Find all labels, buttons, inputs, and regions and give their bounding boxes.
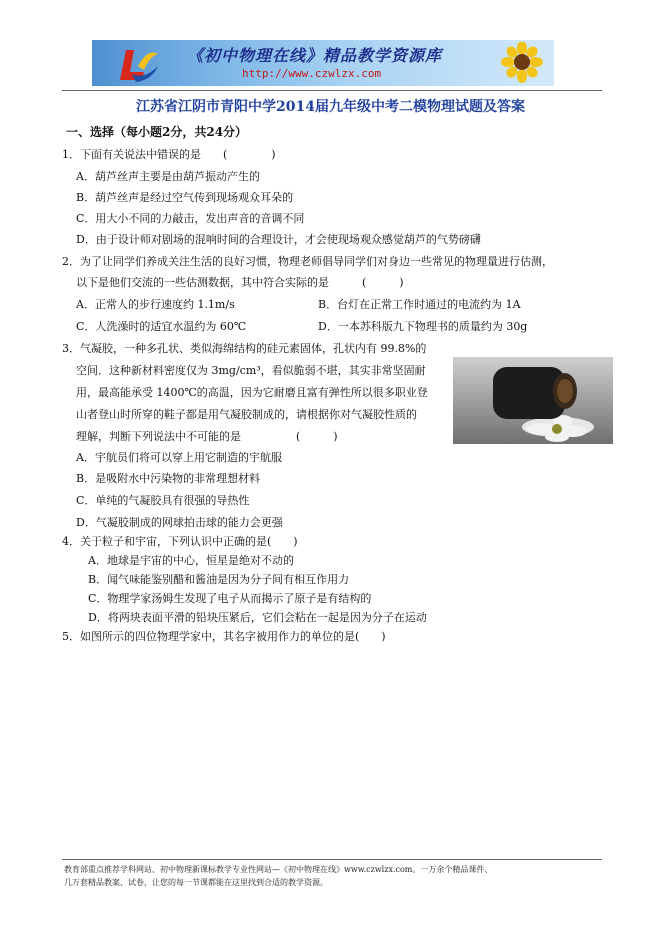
question-5-stem: 5．如图所示的四位物理学家中，其名字被用作力的单位的是( ): [62, 630, 386, 643]
question-3-stem-line-1: 3．气凝胶，一种多孔状、类似海绵结构的硅元素固体，孔状内有 99.8%的: [62, 342, 427, 355]
question-1-option-a: A．葫芦丝声主要是由葫芦振动产生的: [76, 170, 260, 183]
question-3-option-b: B．是吸附水中污染物的非常理想材料: [76, 472, 261, 485]
footer-line-2: 几万套精品教案、试卷，让您的每一节课都能在这里找到合适的教学资源。: [64, 878, 328, 887]
question-4-option-b: B．闻气味能鉴别醋和酱油是因为分子间有相互作用力: [88, 573, 350, 586]
question-2-stem-line-2: 以下是他们交流的一些估测数据，其中符合实际的是 ( ): [76, 276, 404, 289]
question-3-option-c: C．单纯的气凝胶具有很强的导热性: [76, 494, 250, 507]
aerogel-photo: [453, 357, 613, 444]
question-3-stem-line-2: 空间．这种新材料密度仅为 3mg/cm³，看似脆弱不堪，其实非常坚固耐: [76, 364, 426, 377]
question-4-option-c: C．物理学家汤姆生发现了电子从而揭示了原子是有结构的: [88, 592, 372, 605]
question-1-option-d: D．由于设计师对剧场的混响时间的合理设计，才会使现场观众感觉葫芦的气势磅礴: [76, 233, 481, 246]
question-3-stem-line-4: 山者登山时所穿的鞋子都是用气凝胶制成的，请根据你对气凝胶性质的: [76, 408, 417, 421]
banner-url: http://www.czwlzx.com: [242, 67, 382, 80]
question-4-stem: 4．关于粒子和宇宙，下列认识中正确的是( ): [62, 535, 298, 548]
footer-rule: [62, 859, 602, 860]
question-2-stem-line-1: 2．为了让同学们养成关注生活的良好习惯，物理老师倡导同学们对身边一些常见的物理量进行估测，: [62, 255, 553, 268]
question-1-stem: 1．下面有关说法中错误的是 ( ): [62, 148, 276, 161]
question-4-option-d: D．将两块表面平滑的铅块压紧后，它们会粘在一起是因为分子在运动: [88, 611, 427, 624]
question-1-option-b: B．葫芦丝声是经过空气传到现场观众耳朵的: [76, 191, 294, 204]
question-2-option-b: B．台灯在正常工作时通过的电流约为 1A: [318, 298, 521, 311]
sunflower-icon: [498, 42, 546, 86]
header-banner: [92, 40, 554, 86]
question-3-option-a: A．宇航员们将可以穿上用它制造的宇航服: [76, 451, 282, 464]
question-2-option-d: D．一本苏科版九下物理书的质量约为 30g: [318, 320, 528, 333]
question-3-stem-line-5: 理解，判断下列说法中不可能的是 ( ): [76, 430, 338, 443]
section-heading: 一、选择（每小题2分，共24分）: [66, 125, 248, 139]
question-3-option-d: D．气凝胶制成的网球拍击球的能力会更强: [76, 516, 283, 529]
question-4-option-a: A．地球是宇宙的中心，恒星是绝对不动的: [88, 554, 294, 567]
document-title: 江苏省江阴市青阳中学2014届九年级中考二模物理试题及答案: [136, 99, 525, 115]
question-2-option-a: A．正常人的步行速度约 1.1m/s: [76, 298, 235, 311]
footer-line-1: 教育部重点推荐学科网站、初中物理新课标教学专业性网站—《初中物理在线》www.czwlzx.com。一万余个精品课件、: [64, 865, 493, 874]
question-2-option-c: C．人洗澡时的适宜水温约为 60℃: [76, 320, 247, 333]
website-logo-icon: [114, 44, 160, 84]
question-3-stem-line-3: 用，最高能承受 1400℃的高温，因为它耐磨且富有弹性所以很多职业登: [76, 386, 428, 399]
banner-title: 《初中物理在线》精品教学资源库: [187, 46, 443, 65]
question-1-option-c: C．用大小不同的力敲击，发出声音的音调不同: [76, 212, 305, 225]
aerogel-on-flower-image: [453, 357, 613, 444]
header-rule: [62, 90, 602, 91]
